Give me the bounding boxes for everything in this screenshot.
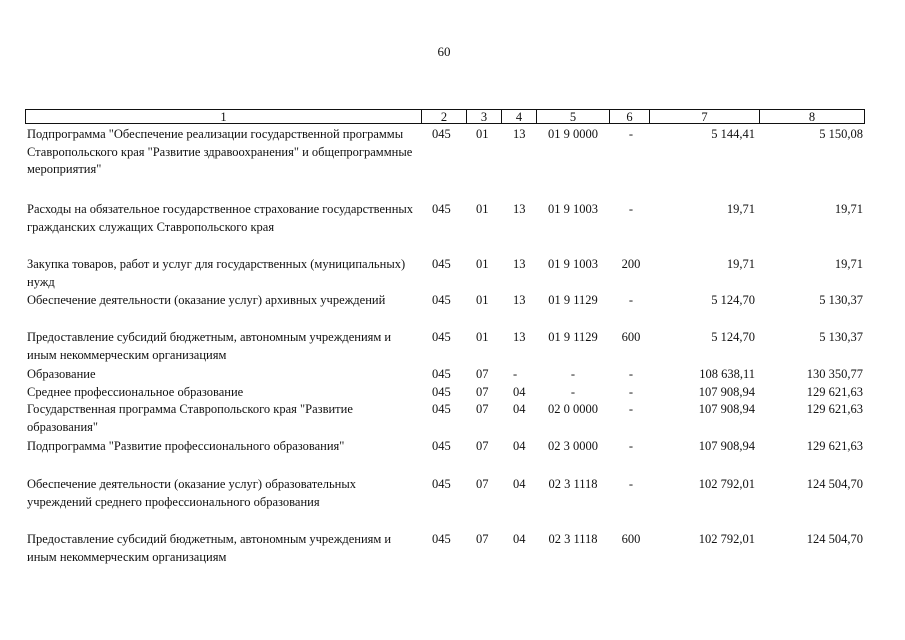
- row-col-5: 01 9 0000: [548, 127, 598, 141]
- row-col-3: 01: [476, 127, 489, 141]
- row-col-7: 5 124,70: [711, 330, 755, 344]
- row-col-4: 13: [513, 330, 526, 344]
- row-description: Подпрограмма "Обеспечение реализации государственной программы Ставропольского края "Развитие здравоохранения" и общепрограммные мероприятия": [27, 127, 413, 176]
- row-col-8: 124 504,70: [806, 532, 863, 546]
- row-col-2: 045: [432, 402, 451, 416]
- row-col-4: -: [513, 367, 518, 381]
- row-description: Государственная программа Ставропольского края "Развитие образования": [27, 402, 353, 434]
- row-col-6: 600: [621, 330, 641, 344]
- row-col-5: 01 9 1003: [548, 257, 598, 271]
- row-col-8: 129 621,63: [806, 385, 863, 399]
- row-col-3: 07: [476, 385, 489, 399]
- row-col-7: 102 792,01: [698, 477, 755, 491]
- row-col-2: 045: [432, 257, 451, 271]
- row-description: Подпрограмма "Развитие профессионального образования": [27, 439, 345, 453]
- row-col-3: 01: [476, 257, 489, 271]
- row-col-5: 02 0 0000: [548, 402, 598, 416]
- row-description: Обеспечение деятельности (оказание услуг) архивных учреждений: [27, 293, 386, 307]
- row-col-5: 01 9 1129: [548, 330, 598, 344]
- header-col-8: 8: [759, 110, 864, 123]
- row-col-4: 04: [513, 402, 526, 416]
- row-col-7: 5 124,70: [711, 293, 755, 307]
- row-col-7: 19,71: [726, 257, 755, 271]
- row-col-8: 19,71: [834, 257, 863, 271]
- row-col-2: 045: [432, 477, 451, 491]
- row-col-6: 600: [621, 532, 641, 546]
- row-col-8: 129 621,63: [806, 402, 863, 416]
- row-description: Образование: [27, 367, 96, 381]
- row-col-6: -: [628, 402, 634, 416]
- row-col-3: 01: [476, 202, 489, 216]
- row-col-7: 5 144,41: [711, 127, 755, 141]
- row-col-4: 04: [513, 439, 526, 453]
- row-col-8: 5 130,37: [819, 293, 863, 307]
- row-col-2: 045: [432, 202, 451, 216]
- row-col-7: 107 908,94: [698, 402, 755, 416]
- row-col-7: 108 638,11: [699, 367, 755, 381]
- row-description: Обеспечение деятельности (оказание услуг) образовательных учреждений среднего профессионального образования: [27, 477, 356, 509]
- row-col-6: 200: [621, 257, 641, 271]
- header-col-5: 5: [536, 110, 609, 123]
- row-col-4: 04: [513, 477, 526, 491]
- row-col-6: -: [628, 202, 634, 216]
- header-col-7: 7: [649, 110, 759, 123]
- row-col-2: 045: [432, 293, 451, 307]
- row-col-5: -: [570, 385, 576, 399]
- page-number: 60: [437, 44, 451, 59]
- row-col-6: -: [628, 127, 634, 141]
- row-col-6: -: [628, 293, 634, 307]
- row-col-4: 13: [513, 293, 526, 307]
- row-col-4: 04: [513, 385, 526, 399]
- row-col-8: 19,71: [834, 202, 863, 216]
- row-col-2: 045: [432, 367, 451, 381]
- row-description: Среднее профессиональное образование: [27, 385, 244, 399]
- row-col-2: 045: [432, 532, 451, 546]
- row-col-2: 045: [432, 127, 451, 141]
- row-col-7: 19,71: [726, 202, 755, 216]
- row-col-3: 01: [476, 330, 489, 344]
- row-col-7: 107 908,94: [698, 385, 755, 399]
- row-col-6: -: [628, 367, 634, 381]
- row-col-2: 045: [432, 439, 451, 453]
- row-col-2: 045: [432, 385, 451, 399]
- row-col-8: 130 350,77: [806, 367, 863, 381]
- row-col-6: -: [628, 477, 634, 491]
- row-col-3: 07: [476, 367, 489, 381]
- row-col-2: 045: [432, 330, 451, 344]
- row-col-5: 02 3 1118: [548, 532, 598, 546]
- row-col-5: -: [570, 367, 576, 381]
- row-col-3: 07: [476, 439, 489, 453]
- header-col-2: 2: [421, 110, 466, 123]
- row-col-5: 01 9 1003: [548, 202, 598, 216]
- row-description: Предоставление субсидий бюджетным, автономным учреждениям и иным некоммерческим организациям: [27, 532, 392, 564]
- row-description: Закупка товаров, работ и услуг для государственных (муниципальных) нужд: [27, 257, 406, 289]
- row-col-4: 04: [513, 532, 526, 546]
- row-col-8: 129 621,63: [806, 439, 863, 453]
- row-col-6: -: [628, 439, 634, 453]
- row-col-5: 02 3 1118: [548, 477, 598, 491]
- header-col-3: 3: [466, 110, 501, 123]
- row-col-7: 107 908,94: [698, 439, 755, 453]
- table-header: [25, 109, 865, 124]
- row-col-3: 07: [476, 402, 489, 416]
- row-col-5: 02 3 0000: [548, 439, 598, 453]
- header-col-1: 1: [220, 110, 227, 124]
- row-col-3: 07: [476, 477, 489, 491]
- header-col-6: 6: [609, 110, 649, 123]
- row-col-6: -: [628, 385, 634, 399]
- row-description: Расходы на обязательное государственное страхование государственных гражданских служащих Ставропольского края: [27, 202, 414, 234]
- row-col-4: 13: [513, 202, 526, 216]
- row-col-3: 07: [476, 532, 489, 546]
- row-col-4: 13: [513, 257, 526, 271]
- row-col-7: 102 792,01: [698, 532, 755, 546]
- row-description: Предоставление субсидий бюджетным, автономным учреждениям и иным некоммерческим организациям: [27, 330, 392, 362]
- header-col-4: 4: [501, 110, 536, 123]
- row-col-8: 124 504,70: [806, 477, 863, 491]
- row-col-8: 5 130,37: [819, 330, 863, 344]
- row-col-3: 01: [476, 293, 489, 307]
- row-col-4: 13: [513, 127, 526, 141]
- row-col-5: 01 9 1129: [548, 293, 598, 307]
- row-col-8: 5 150,08: [819, 127, 863, 141]
